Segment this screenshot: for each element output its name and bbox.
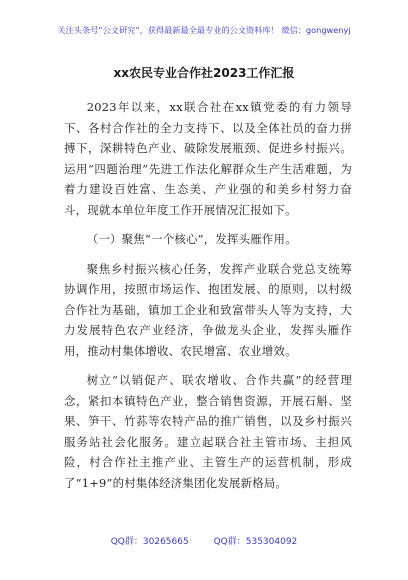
paragraph-intro: 2023年以来，xx联合社在xx镇党委的有力领导下、各村合作社的全力支持下、以及全体社员的奋力拼搏下，深耕特色产业、破除发展瓶颈、促进乡村振兴。运用“四题治理”先进工作法化解群众生产生活难题，为着力建设百姓富、生态美、产业强的和美乡村努力奋斗，现就本单位年度工作开展情况汇报如下。: [64, 100, 352, 217]
paragraph-business-concept: 树立“以销促产、联农增收、合作共赢”的经营理念，紧扣本镇特色产业，整合销售资源，开展石斛、坚果、笋干、竹荪等农特产品的推广销售，以及乡村振兴服务站社会化服务。建立起联合社主管市场、主担风险，村合作社主推产业、主管生产的运营机制，形成了“1+9”的村集体经济集团化发展新格局。: [64, 373, 352, 490]
footer-contacts: [0, 536, 408, 548]
footer-qq-group-2: QQ群：535304092: [213, 537, 298, 547]
paragraph-core-task: 聚焦乡村振兴核心任务，发挥产业联合党总支统筹协调作用，按照市场运作、抱团发展、的原则，以村级合作社为基础，镇加工企业和致富带头人等为支持，大力发展特色农产业经济，争做龙头企业，发挥头雁作用，推动村集体增收、农民增富、农业增效。: [64, 261, 352, 358]
document-body: [64, 97, 352, 493]
document-title: xx农民专业合作社2023工作汇报: [113, 66, 295, 80]
section-heading: （一）聚焦“一个核心”，发挥头雁作用。: [86, 232, 297, 246]
footer-qq-group-1: QQ群：30265665: [110, 537, 189, 547]
header-banner: 关注头条号“公文研究”，获得最新最全最专业的公文资料库！ 微信：gongwenyj: [57, 25, 351, 35]
